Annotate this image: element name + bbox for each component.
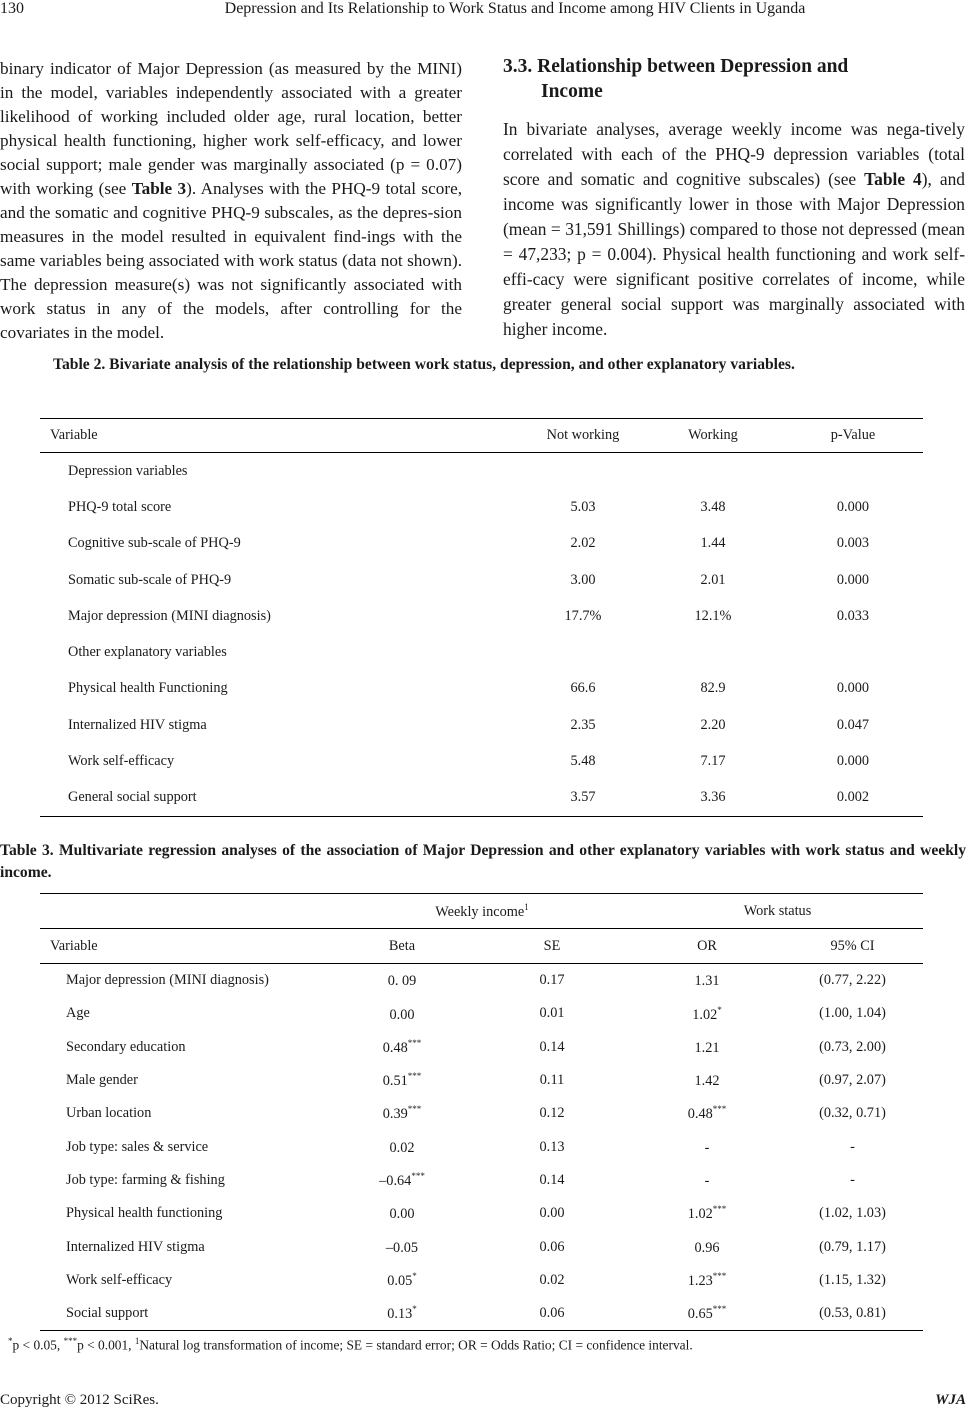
se-cell: 0.11 [539, 1072, 565, 1089]
table-cell: 0.033 [836, 607, 870, 624]
beta-cell: –0.05 [385, 1239, 419, 1256]
table-3-reference[interactable]: Table 3 [131, 179, 187, 198]
se-cell: 0.17 [539, 972, 565, 989]
or-cell: 1.02*** [687, 1204, 727, 1223]
row-label: Physical health Functioning [68, 680, 228, 697]
table-cell [523, 634, 643, 670]
table-4-reference[interactable]: Table 4 [864, 169, 922, 189]
table-row [40, 634, 923, 670]
row-label: Cognitive sub-scale of PHQ-9 [68, 535, 241, 552]
table-row [40, 598, 923, 634]
se-cell: 0.01 [539, 1005, 565, 1022]
row-label: Other explanatory variables [68, 644, 227, 661]
or-cell: 0.48*** [687, 1104, 727, 1123]
weekly-income-group-header: Weekly income$^1$ [435, 901, 529, 920]
table-cell: 2.20 [700, 716, 726, 733]
ci-cell: - [850, 1138, 855, 1155]
table-row [40, 1264, 923, 1297]
or-cell: 1.02* [692, 1004, 722, 1023]
table-cell: 3.00 [570, 571, 596, 588]
table-footnote: *p < 0.05, ***p < 0.001, $^1$Natural log transformation of income; SE = standard error; OR = Odds Ratio; CI = confidence interval. [8, 1336, 693, 1353]
column-header: Not working [523, 419, 643, 453]
row-label: Major depression (MINI diagnosis) [68, 607, 271, 624]
ci-cell: (0.79, 1.17) [819, 1238, 886, 1255]
journal-abbreviation: WJA [935, 1392, 966, 1408]
table-cell: 3.48 [700, 498, 726, 515]
se-cell: 0.14 [539, 1038, 565, 1055]
paragraph-text: ). Analyses with the PHQ-9 total score, and the somatic and cognitive PHQ-9 subscales, as the depres-sion measures in the model resulted in equivalent find-ings with the same variables being associated with work status (data not shown). The depression measure(s) was not significantly associated with work status in any of the models, after controlling for the covariates in the model. [0, 179, 462, 342]
table-row [40, 671, 923, 707]
table-cell: 0.047 [836, 716, 870, 733]
table-cell: 3.36 [700, 789, 726, 806]
beta-cell: 0.13* [387, 1304, 417, 1322]
table-cell: 5.03 [570, 498, 596, 515]
table-row [40, 1164, 923, 1197]
table-3 [40, 893, 923, 1331]
or-cell: 0.65*** [687, 1304, 727, 1322]
or-cell: 1.31 [694, 973, 720, 990]
row-label: Somatic sub-scale of PHQ-9 [68, 571, 232, 588]
table-row [40, 1097, 923, 1130]
left-column-paragraph [0, 57, 462, 345]
ci-cell: (1.00, 1.04) [819, 1005, 886, 1022]
table-row [40, 562, 923, 598]
table-row [40, 707, 923, 743]
se-cell: 0.06 [539, 1305, 565, 1322]
running-title: Depression and Its Relationship to Work Status and Income among HIV Clients in Uganda [224, 0, 806, 17]
beta-cell: 0. 09 [387, 973, 417, 990]
row-label: Secondary education [66, 1038, 186, 1055]
table-2 [40, 418, 923, 817]
table-row [40, 1130, 923, 1163]
column-header: OR [632, 929, 782, 964]
table-3-caption: Table 3. Multivariate regression analyses of the association of Major Depression and other explanatory variables with work status and weekly income. [0, 842, 966, 881]
table-cell: 3.57 [570, 789, 596, 806]
table-header-row [40, 419, 923, 453]
ci-cell: (0.53, 0.81) [819, 1305, 886, 1322]
table-row [40, 1197, 923, 1230]
table-cell: 82.9 [700, 680, 726, 697]
table-cell [523, 453, 643, 490]
se-cell: 0.00 [539, 1205, 565, 1222]
table-row [40, 1297, 923, 1331]
table-row [40, 526, 923, 562]
row-label: Physical health functioning [66, 1205, 223, 1222]
row-label: Work self-efficacy [68, 753, 175, 770]
table-2-caption: Table 2. Bivariate analysis of the relationship between work status, depression, and other explanatory variables. [53, 356, 795, 373]
section-heading-line2: Income [541, 81, 603, 102]
table-cell: 0.000 [836, 498, 870, 515]
row-label: Male gender [66, 1072, 138, 1089]
row-label: PHQ-9 total score [68, 498, 172, 515]
beta-cell: 0.00 [389, 1206, 415, 1223]
table-cell [643, 453, 783, 490]
beta-cell: 0.48*** [382, 1037, 422, 1056]
table-cell [783, 453, 923, 490]
table-header-row [40, 929, 923, 964]
table-cell: 0.002 [836, 789, 870, 806]
or-cell: 0.96 [694, 1239, 720, 1256]
or-cell: 1.23*** [687, 1270, 727, 1289]
paragraph-text: ), and income was significantly lower in those with Major Depression (mean = 31,591 Shillings) compared to those not depressed (mean = 47,233; p = 0.004). Physical health functioning and work self-effi-cacy were significant positive correlates of income, while greater general social support was marginally associated with higher income. [503, 169, 965, 339]
table-row [40, 1031, 923, 1064]
table-row [40, 1230, 923, 1263]
or-cell: 1.21 [694, 1039, 720, 1056]
row-label: Job type: sales & service [66, 1138, 209, 1155]
column-header: Variable [40, 419, 523, 453]
ci-cell: (0.32, 0.71) [819, 1105, 886, 1122]
ci-cell: (1.02, 1.03) [819, 1205, 886, 1222]
table-row [40, 1064, 923, 1097]
row-label: Depression variables [68, 462, 188, 479]
column-header: Beta [332, 929, 472, 964]
table-cell: 0.000 [836, 753, 870, 770]
table-cell [783, 634, 923, 670]
table-row [40, 489, 923, 525]
column-header: 95% CI [782, 929, 923, 964]
table-cell: 7.17 [700, 753, 726, 770]
row-label: Internalized HIV stigma [68, 716, 207, 733]
se-cell: 0.02 [539, 1271, 565, 1288]
ci-cell: - [850, 1171, 855, 1188]
se-cell: 0.12 [539, 1105, 565, 1122]
se-cell: 0.06 [539, 1238, 565, 1255]
column-header: p-Value [783, 419, 923, 453]
section-heading [503, 54, 943, 104]
table-cell: 2.02 [570, 535, 596, 552]
beta-cell: 0.00 [389, 1006, 415, 1023]
work-status-group-header: Work status [743, 902, 812, 919]
ci-cell: (0.73, 2.00) [819, 1038, 886, 1055]
page-number: 130 [0, 0, 24, 17]
table-cell [643, 634, 783, 670]
se-cell: 0.14 [539, 1171, 565, 1188]
table-cell: 0.000 [836, 571, 870, 588]
or-cell: - [704, 1139, 710, 1156]
row-label: Job type: farming & fishing [66, 1171, 225, 1188]
beta-cell: –0.64*** [379, 1171, 425, 1189]
row-label: Internalized HIV stigma [66, 1238, 205, 1255]
beta-cell: 0.51*** [382, 1071, 422, 1089]
beta-cell: 0.39*** [382, 1104, 422, 1123]
ci-cell: (0.77, 2.22) [819, 972, 886, 989]
paragraph-text: In bivariate analyses, average weekly income was nega-tively correlated with each of the PHQ-9 depression variables (total score and somatic and cognitive subscales) (see [503, 119, 965, 189]
table-row [40, 997, 923, 1030]
copyright-notice: Copyright © 2012 SciRes. [0, 1392, 159, 1408]
beta-cell: 0.05* [387, 1270, 417, 1289]
row-label: Major depression (MINI diagnosis) [66, 972, 269, 989]
or-cell: - [704, 1172, 710, 1189]
row-label: General social support [68, 789, 197, 806]
table-group-header-row [40, 894, 923, 929]
row-label: Age [66, 1005, 90, 1022]
page-header [0, 0, 970, 24]
table-cell: 66.6 [570, 680, 596, 697]
row-label: Social support [66, 1305, 149, 1322]
column-header: SE [472, 929, 632, 964]
table-cell: 0.003 [836, 535, 870, 552]
table-row [40, 964, 923, 998]
table-row [40, 743, 923, 779]
table-cell: 0.000 [836, 680, 870, 697]
se-cell: 0.13 [539, 1138, 565, 1155]
column-header: Working [643, 419, 783, 453]
table-cell: 5.48 [570, 753, 596, 770]
beta-cell: 0.02 [389, 1139, 415, 1156]
paragraph-text: binary indicator of Major Depression (as measured by the MINI) in the model, variables independently associated with a greater likelihood of working included older age, rural location, better physical health functioning, higher work self-efficacy, and lower social support; male gender was marginally associated (p = 0.07) with working (see [0, 59, 462, 198]
row-label: Urban location [66, 1105, 152, 1122]
table-cell: 12.1% [694, 607, 732, 624]
table-cell: 2.35 [570, 716, 596, 733]
table-row [40, 453, 923, 490]
column-header: Variable [40, 929, 332, 964]
table-row [40, 780, 923, 817]
right-column-paragraph [503, 117, 965, 342]
row-label: Work self-efficacy [66, 1271, 173, 1288]
ci-cell: (1.15, 1.32) [819, 1271, 886, 1288]
table-cell: 17.7% [564, 607, 602, 624]
table-cell: 1.44 [700, 535, 726, 552]
table-cell: 2.01 [700, 571, 726, 588]
or-cell: 1.42 [694, 1072, 720, 1089]
ci-cell: (0.97, 2.07) [819, 1072, 886, 1089]
section-heading-line1: 3.3. Relationship between Depression and [503, 56, 849, 77]
